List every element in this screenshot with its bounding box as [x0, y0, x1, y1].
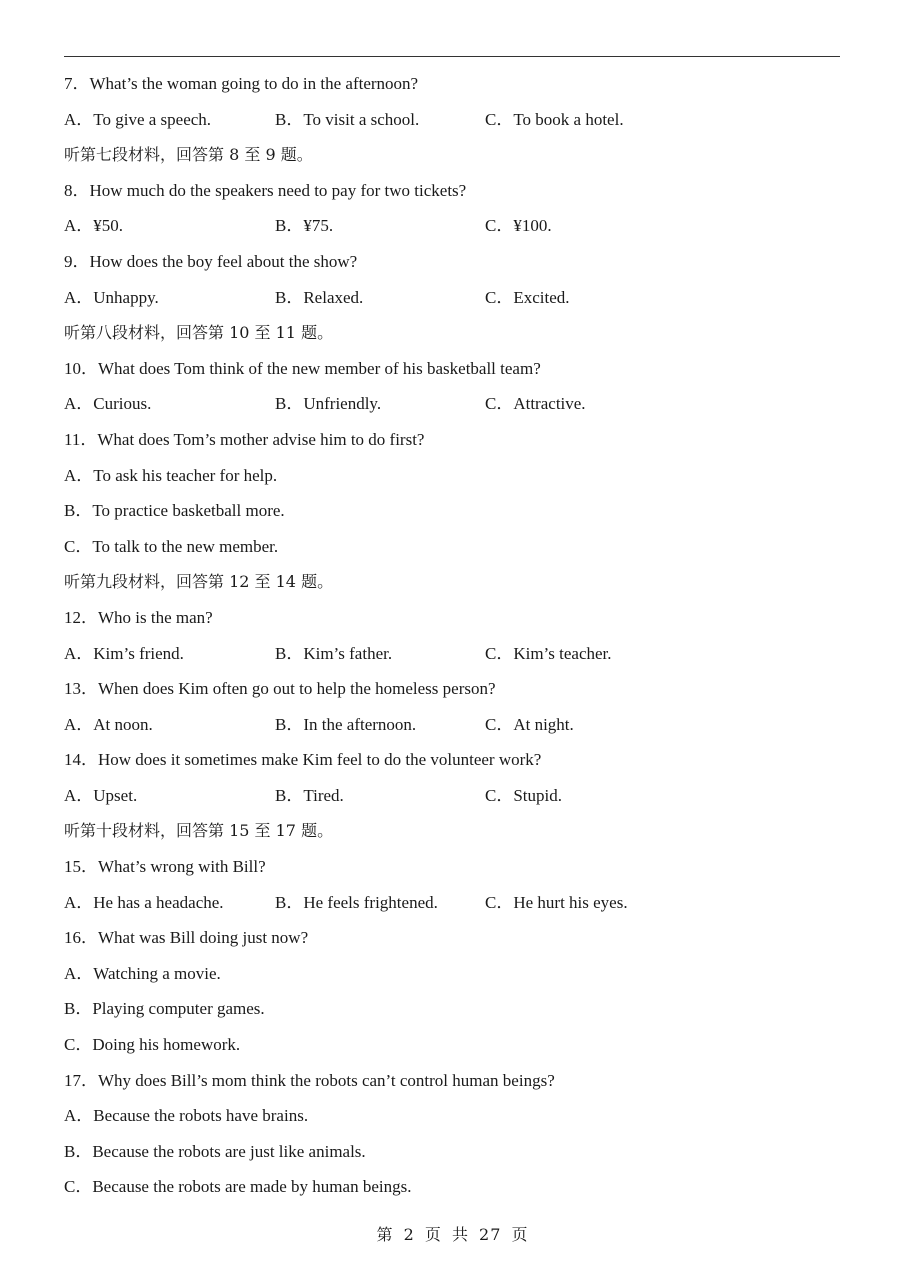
question-9-options	[64, 282, 840, 318]
question-16-option-c: C．Doing his homework.	[64, 1035, 241, 1055]
question-15-option-c: C．He hurt his eyes.	[485, 892, 628, 912]
question-7-options	[64, 104, 840, 140]
question-16-option-a: A．Watching a movie.	[64, 963, 221, 983]
question-14-option-b: B．Tired.	[275, 785, 344, 805]
question-9-option-c: C．Excited.	[485, 287, 570, 307]
question-13-option-b: B．In the afternoon.	[275, 714, 417, 734]
question-7-option-c: C．To book a hotel.	[485, 109, 624, 129]
question-13-option-a: A．At noon.	[64, 714, 153, 734]
question-17-option-a: A．Because the robots have brains.	[64, 1106, 309, 1126]
question-15-options	[64, 887, 840, 923]
question-15-stem: 15．What’s wrong with Bill?	[64, 857, 266, 877]
question-14-option-a: A．Upset.	[64, 785, 138, 805]
question-list	[64, 68, 840, 1207]
question-13-options	[64, 709, 840, 745]
question-17-stem: 17．Why does Bill’s mom think the robots can’t control human beings?	[64, 1070, 555, 1090]
question-11-option-b: B．To practice basketball more.	[64, 501, 285, 521]
question-12-options	[64, 638, 840, 674]
question-17-option-b: B．Because the robots are just like animals.	[64, 1141, 366, 1161]
question-10-option-c: C．Attractive.	[485, 394, 586, 414]
question-11-option-c: C．To talk to the new member.	[64, 536, 279, 556]
question-10-options	[64, 388, 840, 424]
question-14-option-c: C．Stupid.	[485, 785, 562, 805]
page-number: 第 2 页 共 27 页	[376, 1225, 529, 1244]
question-10-stem: 10．What does Tom think of the new member of his basketball team?	[64, 358, 541, 378]
question-15-option-a: A．He has a headache.	[64, 892, 224, 912]
question-12-stem: 12．Who is the man?	[64, 607, 213, 627]
question-9-option-b: B．Relaxed.	[275, 287, 364, 307]
question-15-option-b: B．He feels frightened.	[275, 892, 438, 912]
question-13-option-c: C．At night.	[485, 714, 574, 734]
question-16-option-b: B．Playing computer games.	[64, 999, 265, 1019]
section-instruction-9: 听第九段材料，回答第 12 至 14 题。	[64, 572, 334, 592]
section-instruction-10: 听第十段材料，回答第 15 至 17 题。	[64, 821, 334, 841]
question-11-stem: 11．What does Tom’s mother advise him to do first?	[64, 429, 425, 449]
question-13-stem: 13．When does Kim often go out to help the homeless person?	[64, 679, 496, 699]
question-8-options	[64, 210, 840, 246]
question-14-stem: 14．How does it sometimes make Kim feel to do the volunteer work?	[64, 750, 542, 770]
question-12-option-b: B．Kim’s father.	[275, 643, 393, 663]
question-10-option-a: A．Curious.	[64, 394, 152, 414]
question-8-option-b: B．¥75.	[275, 216, 334, 236]
question-11-option-a: A．To ask his teacher for help.	[64, 465, 278, 485]
question-12-option-c: C．Kim’s teacher.	[485, 643, 612, 663]
question-14-options	[64, 780, 840, 816]
question-12-option-a: A．Kim’s friend.	[64, 643, 184, 663]
question-8-stem: 8．How much do the speakers need to pay for two tickets?	[64, 180, 467, 200]
question-9-stem: 9．How does the boy feel about the show?	[64, 251, 358, 271]
question-8-option-c: C．¥100.	[485, 216, 552, 236]
section-instruction-8: 听第八段材料，回答第 10 至 11 题。	[64, 323, 334, 343]
question-7-option-b: B．To visit a school.	[275, 109, 420, 129]
question-9-option-a: A．Unhappy.	[64, 287, 159, 307]
header-rule	[64, 56, 840, 57]
question-17-option-c: C．Because the robots are made by human beings.	[64, 1177, 412, 1197]
question-7-option-a: A．To give a speech.	[64, 109, 212, 129]
question-7-stem: 7．What’s the woman going to do in the afternoon?	[64, 74, 419, 93]
section-instruction-7: 听第七段材料，回答第 8 至 9 题。	[64, 145, 313, 165]
question-16-stem: 16．What was Bill doing just now?	[64, 928, 309, 948]
question-8-option-a: A．¥50.	[64, 216, 124, 236]
question-10-option-b: B．Unfriendly.	[275, 394, 382, 414]
